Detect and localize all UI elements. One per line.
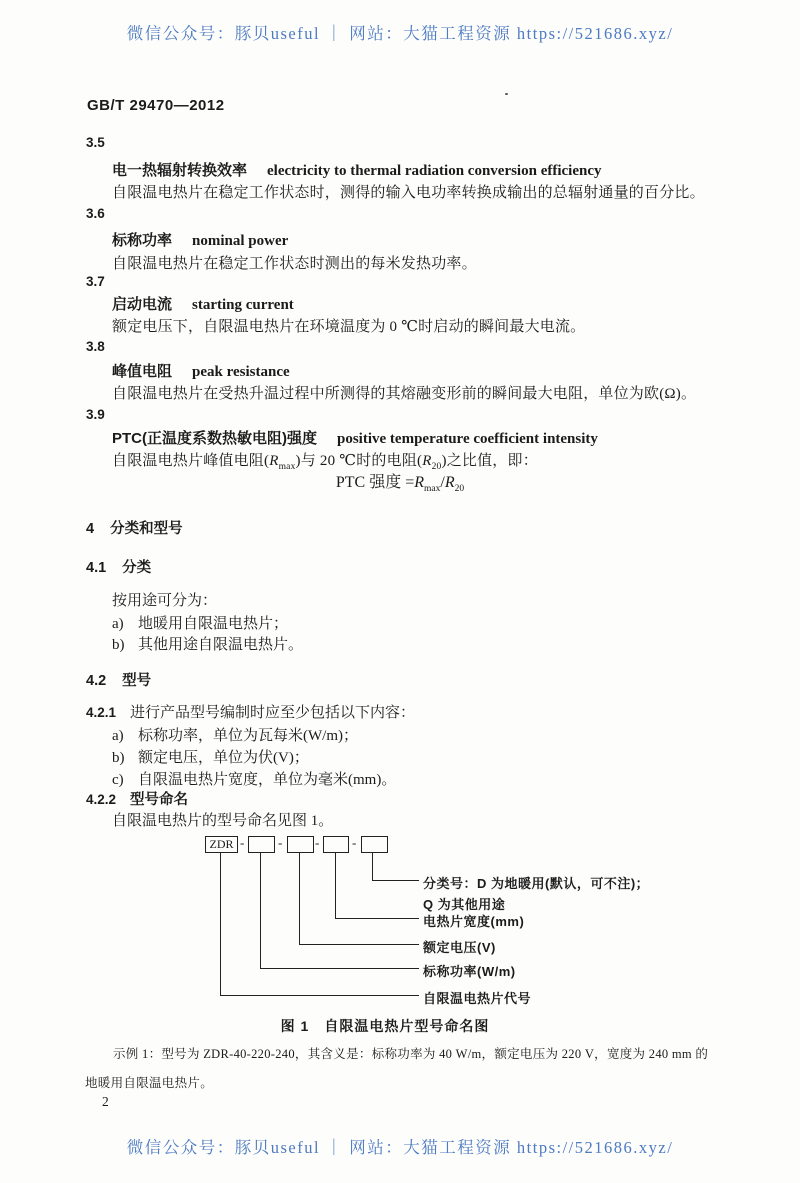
clause-4-1-number: 4.1 bbox=[86, 560, 107, 576]
formula-lhs: PTC 强度 bbox=[335, 474, 402, 491]
model-separator: - bbox=[278, 835, 283, 850]
term-3-8-heading bbox=[112, 360, 290, 381]
term-3-5-heading bbox=[112, 159, 602, 180]
example-1-paragraph: 示例 1：型号为 ZDR-40-220-240，其含义是：标称功率为 40 W/m，额定电压为 220 V，宽度为 240 mm 的地暖用自限温电热片。 bbox=[85, 1047, 709, 1090]
header-watermark bbox=[0, 20, 800, 44]
model-field-box-power bbox=[248, 836, 275, 853]
model-field-box-width bbox=[323, 836, 349, 853]
ptc-intensity-formula bbox=[0, 469, 800, 494]
term-3-8-cn: 峰值电阻 bbox=[112, 363, 173, 380]
variable-r-max: R bbox=[414, 474, 425, 491]
subscript-20: 20 bbox=[454, 484, 465, 495]
watermark-text: 微信公众号：豚贝useful ｜ 网站：大猫工程资源 https://521686.xyz/ bbox=[126, 24, 674, 43]
clause-4-number: 4 bbox=[86, 521, 95, 537]
term-3-9-heading bbox=[112, 427, 598, 448]
section-3-6-number: 3.6 bbox=[86, 206, 105, 221]
variable-r-max: R bbox=[269, 453, 279, 469]
list-item bbox=[112, 633, 303, 654]
leader-line bbox=[220, 995, 419, 996]
list-item-text: 自限温电热片宽度，单位为毫米(mm)。 bbox=[138, 772, 397, 788]
list-item-text: 其他用途自限温电热片。 bbox=[138, 637, 304, 653]
page-number: 2 bbox=[102, 1094, 109, 1109]
model-field-box-class bbox=[361, 836, 388, 853]
variable-r-20: R bbox=[444, 474, 455, 491]
clause-4-2-1-heading bbox=[86, 701, 415, 722]
clause-4-2-1-number: 4.2.1 bbox=[86, 705, 117, 720]
section-3-9-number: 3.9 bbox=[86, 407, 105, 422]
term-3-5-en: electricity to thermal radiation conversion efficiency bbox=[267, 163, 602, 179]
model-field-box-voltage bbox=[287, 836, 314, 853]
watermark-text: 微信公众号：豚贝useful ｜ 网站：大猫工程资源 https://521686.xyz/ bbox=[126, 1138, 674, 1157]
callout-class-code-q: Q 为其他用途 bbox=[423, 897, 506, 912]
leader-line bbox=[372, 880, 419, 881]
term-3-6-cn: 标称功率 bbox=[112, 232, 173, 249]
figure-1-caption: 图 1 自限温电热片型号命名图 bbox=[280, 1018, 490, 1034]
def-text: )之比值，即： bbox=[441, 453, 538, 469]
clause-4-1-intro: 按用途可分为： bbox=[112, 593, 218, 609]
clause-4-2-1-intro: 进行产品型号编制时应至少包括以下内容： bbox=[130, 705, 416, 721]
callout-voltage: 额定电压(V) bbox=[423, 940, 496, 955]
clause-4-2-number: 4.2 bbox=[86, 673, 107, 689]
clause-4-2-2-body: 自限温电热片的型号命名见图 1。 bbox=[112, 813, 334, 829]
callout-width: 电热片宽度(mm) bbox=[423, 914, 525, 929]
clause-4-2-heading bbox=[86, 669, 151, 690]
clause-4-2-title: 型号 bbox=[122, 673, 152, 689]
list-item bbox=[112, 724, 358, 745]
list-item-label: b) bbox=[112, 750, 125, 766]
figure-1-diagram bbox=[0, 834, 800, 1009]
section-3-5-number: 3.5 bbox=[86, 135, 105, 150]
list-item-label: a) bbox=[112, 728, 124, 744]
list-item-text: 地暖用自限温电热片； bbox=[138, 616, 289, 632]
model-separator: - bbox=[352, 835, 357, 850]
clause-4-2-2-heading bbox=[86, 788, 188, 809]
leader-line bbox=[335, 852, 336, 918]
list-item-text: 标称功率，单位为瓦每米(W/m)； bbox=[138, 728, 358, 744]
term-3-7-cn: 启动电流 bbox=[112, 296, 173, 313]
list-item-label: a) bbox=[112, 616, 124, 632]
model-separator: - bbox=[315, 835, 320, 850]
def-text: )与 20 ℃时的电阻( bbox=[295, 453, 423, 469]
footer-watermark bbox=[0, 1134, 800, 1158]
leader-line bbox=[260, 852, 261, 968]
subscript-max: max bbox=[424, 484, 441, 495]
list-item bbox=[112, 746, 309, 767]
variable-r-20: R bbox=[422, 453, 432, 469]
clause-4-title: 分类和型号 bbox=[110, 521, 183, 537]
leader-line bbox=[372, 852, 373, 880]
equals-sign: = bbox=[405, 474, 415, 491]
def-text: 自限温电热片峰值电阻( bbox=[112, 453, 270, 469]
callout-power: 标称功率(W/m) bbox=[423, 964, 516, 979]
callout-class-code: 分类号：D 为地暖用(默认，可不注)； bbox=[423, 876, 650, 891]
term-3-5-definition: 自限温电热片在稳定工作状态时，测得的输入电功率转换成输出的总辐射通量的百分比。 bbox=[112, 185, 705, 201]
term-3-6-heading bbox=[112, 229, 288, 250]
list-item bbox=[112, 612, 288, 633]
term-3-8-en: peak resistance bbox=[192, 364, 290, 380]
term-3-7-definition: 额定电压下，自限温电热片在环境温度为 0 ℃时启动的瞬间最大电流。 bbox=[112, 319, 586, 335]
term-3-7-heading bbox=[112, 293, 294, 314]
clause-4-1-title: 分类 bbox=[122, 560, 152, 576]
list-item-label: c) bbox=[112, 772, 124, 788]
leader-line bbox=[220, 852, 221, 995]
leader-line bbox=[299, 852, 300, 944]
leader-line bbox=[335, 918, 419, 919]
model-separator: - bbox=[240, 835, 245, 850]
leader-line bbox=[299, 944, 419, 945]
leader-line bbox=[260, 968, 419, 969]
clause-4-2-2-title: 型号命名 bbox=[130, 792, 189, 808]
list-item-label: b) bbox=[112, 637, 125, 653]
list-item-text: 额定电压，单位为伏(V)； bbox=[138, 750, 309, 766]
section-3-8-number: 3.8 bbox=[86, 339, 105, 354]
term-3-8-definition: 自限温电热片在受热升温过程中所测得的其熔融变形前的瞬间最大电阻，单位为欧(Ω)。 bbox=[112, 386, 697, 402]
term-3-6-en: nominal power bbox=[192, 233, 289, 249]
term-3-9-en: positive temperature coefficient intensity bbox=[337, 431, 598, 447]
divide-sign: / bbox=[440, 474, 445, 491]
term-3-5-cn: 电一热辐射转换效率 bbox=[112, 162, 248, 179]
callout-product-code: 自限温电热片代号 bbox=[423, 991, 532, 1006]
subscript-max: max bbox=[278, 462, 296, 472]
subscript-20: 20 bbox=[431, 462, 442, 472]
term-3-9-cn: PTC(正温度系数热敏电阻)强度 bbox=[112, 430, 317, 447]
scan-speck bbox=[505, 93, 508, 95]
list-item bbox=[112, 768, 396, 789]
section-3-7-number: 3.7 bbox=[86, 274, 105, 289]
model-prefix-box: ZDR bbox=[205, 836, 238, 853]
clause-4-heading bbox=[86, 517, 183, 538]
clause-4-1-heading bbox=[86, 556, 151, 577]
standard-number: GB/T 29470—2012 bbox=[87, 97, 225, 114]
clause-4-2-2-number: 4.2.2 bbox=[86, 792, 117, 807]
term-3-7-en: starting current bbox=[192, 297, 294, 313]
term-3-6-definition: 自限温电热片在稳定工作状态时测出的每米发热功率。 bbox=[112, 256, 477, 272]
